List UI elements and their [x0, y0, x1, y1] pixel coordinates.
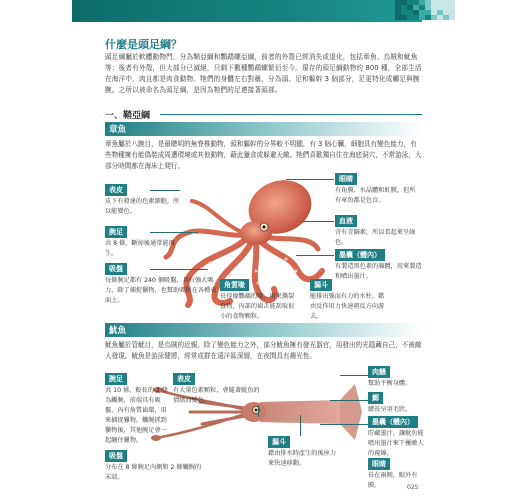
leader-line	[300, 221, 334, 222]
squid-heading-bar	[105, 323, 423, 337]
leader-line	[150, 232, 198, 233]
squid-funnel-tag: 漏斗	[268, 436, 290, 448]
leader-line	[286, 179, 334, 180]
leader-line	[320, 424, 368, 425]
page-header	[0, 0, 520, 24]
octopus-paragraph: 章魚屬於八腕目，是最聰明的無脊椎動物，頭和軀幹的分界較不明顯，有 3 個心臟，細胞具有變色能力，有些物種擁有能偽裝成周遭環境或其他動物，藉此獵食或躲避天敵。牠們喜歡獨自住在海底洞穴，不常游泳，大部分時間都在海床上爬行。	[105, 140, 422, 170]
squid-gill-tag: 鰓	[368, 392, 383, 404]
leader-line	[150, 269, 208, 270]
squid-suckers-note: 分布在 8 條腕足內側和 2 條觸腕的末端。	[105, 464, 202, 481]
intro-paragraph: 頭足綱屬於軟體動物門，分為鞘亞綱和鸚鵡螺亞綱，前者的外殼已經消失或退化，包括章魚、烏賊和魷魚等；後者有外殼，但大部分已滅絕，只剩下數種鸚鵡螺繁衍至今。現存的頭足綱動物約 800 種，全部生活在海洋中，肉且都是肉食動物。牠們的身體左右對稱，分為頭、足和軀幹 3 個部分，足更特化成觸足與腕腕。之所以被命名為頭足綱，是因為牠們的足連接著頭部。	[105, 53, 422, 94]
header-pixel	[449, 15, 455, 20]
page-title: 什麼是頭足綱？	[105, 38, 182, 51]
squid-eyes-note: 長在兩側，眼外有膜。	[368, 472, 418, 489]
squid-fin-tag: 肉鰭	[368, 366, 390, 378]
octopus-heading-bar	[105, 122, 423, 136]
octopus-ink-tag: 墨囊（體內）	[335, 249, 385, 261]
octopus-beak-tag: 角質喙	[220, 279, 249, 291]
squid-skin-tag: 表皮	[173, 373, 195, 385]
header-pixel-pattern	[395, 0, 455, 22]
squid-paragraph: 魷魚屬於管魷目，是烏賊的近親。除了變色能力之外，部分魷魚擁有發光器官，用發出的光隱藏自己，不被敵人發現。魷魚是游泳健將，經常成群在遠洋區深層，在夜間具有趨光性。	[105, 341, 422, 360]
octopus-eyes-tag: 眼睛	[335, 173, 357, 185]
octopus-eyes-note: 有角膜、水晶體和虹膜，但所有章魚都是色盲。	[335, 187, 416, 204]
octopus-arms-note: 共 8 條，斷掉後通常能再生。	[105, 240, 175, 257]
octopus-suckers-tag: 吸盤	[105, 263, 127, 275]
squid-heading: 魷魚	[109, 326, 127, 336]
section-heading: 一、鞘亞綱	[105, 111, 151, 121]
squid-ink-tag: 墨囊（體內）	[368, 416, 418, 428]
octopus-ink-note: 有製造黑色素的腺體，用來製造和噴出墨汁。	[335, 263, 422, 280]
octopus-arms-tag: 腕足	[105, 226, 127, 238]
squid-gill-note: 鰓長呈羽毛狀。	[368, 406, 412, 413]
squid-fin-note: 幫助平衡身體。	[368, 380, 412, 387]
octopus-skin-tag: 表皮	[105, 184, 127, 196]
section-divider	[160, 114, 422, 115]
octopus-beak-note: 長得像鸚鵡的喙，用來撕裂食物，內部的齒舌能刮取很小的食物顆粒。	[220, 293, 295, 320]
leader-line	[296, 255, 334, 256]
octopus-blood-note: 含有青銅素，所以看起來呈綠色。	[335, 229, 416, 246]
octopus-heading: 章魚	[109, 125, 127, 135]
leader-line	[150, 190, 180, 191]
leader-line	[340, 375, 368, 376]
squid-arms-tag: 腕足	[105, 373, 127, 385]
octopus-funnel-note: 能排出強而有力的水柱，藉由反作用力快速朝反方向游去。	[310, 293, 385, 320]
octopus-suckers-note: 每條腕足都有 240 個吸盤，具有強大吸力，除了捕捉獵物，也幫助吸附在各種表面上。	[105, 277, 217, 304]
squid-funnel-note: 藉由排水時產生的後座力來快速移動。	[268, 450, 337, 467]
squid-eyes-tag: 眼睛	[368, 458, 390, 470]
squid-ink-note: 貯藏墨汁，讓魷魚能噴出墨汁來干擾敵人的視線。	[368, 430, 424, 457]
squid-suckers-tag: 吸盤	[105, 450, 127, 462]
leader-line	[258, 405, 259, 417]
page-number: 025	[407, 484, 419, 491]
header-band	[72, 0, 422, 22]
squid-arms-note: 共 10 條，較長的 2 條為觸腕，前端具有吸盤，內有角質齒環，用來捕捉獵物。觸腕抓到獵物後，其他腕足會一起纏住獵物。	[105, 387, 168, 444]
octopus-skin-note: 皮下有發達的色素細胞，所以能變色。	[105, 198, 180, 215]
leader-line	[300, 415, 301, 436]
squid-skin-note: 有大量色素顆粒，會隨著魷魚的情緒而變色。	[173, 387, 260, 404]
octopus-blood-tag: 血液	[335, 215, 357, 227]
leader-line	[330, 400, 368, 401]
octopus-funnel-tag: 漏斗	[310, 279, 332, 291]
